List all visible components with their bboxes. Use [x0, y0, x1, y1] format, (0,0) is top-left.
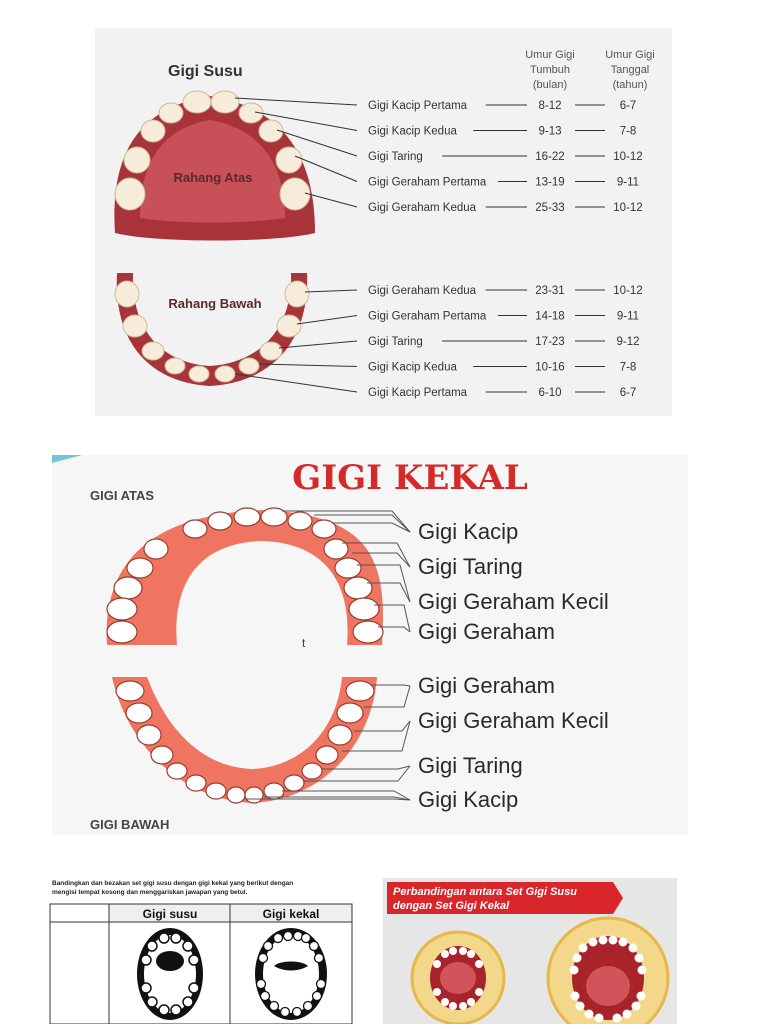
tooth-name: Gigi Geraham Pertama — [368, 176, 487, 189]
age-erupt-value: 17-23 — [535, 336, 565, 348]
tooth-name: Gigi Kacip Pertama — [368, 100, 468, 112]
tooth-row — [279, 336, 640, 348]
worksheet — [48, 876, 358, 1024]
tooth-name: Gigi Taring — [368, 336, 423, 348]
tooth-name: Gigi Kacip Kedua — [368, 361, 457, 374]
svg-text:Umur Gigi: Umur Gigi — [605, 49, 655, 61]
svg-text:Tanggal: Tanggal — [610, 64, 650, 76]
tooth-type-label — [342, 708, 609, 751]
baby-mouth-photo — [412, 932, 504, 1024]
baby-teeth-mouth-drawing — [137, 928, 203, 1020]
svg-text:Tumbuh: Tumbuh — [530, 64, 570, 76]
age-shed-value: 10-12 — [613, 202, 643, 214]
tooth-type-text: Gigi Kacip — [418, 519, 519, 544]
tooth-name: Gigi Kacip Pertama — [368, 387, 468, 399]
age-shed-value: 6-7 — [619, 387, 637, 399]
age-erupt-value: 16-22 — [535, 151, 565, 163]
tooth-row — [277, 130, 643, 163]
tooth-row — [297, 311, 639, 325]
age-erupt-value: 25-33 — [535, 202, 565, 214]
column-header-tanggal — [605, 49, 655, 91]
permanent-teeth-mouth-drawing — [255, 928, 327, 1020]
comparison-panel — [383, 878, 677, 1024]
age-shed-value: 6-7 — [619, 100, 637, 112]
tooth-type-text: Gigi Taring — [418, 753, 523, 778]
age-erupt-value: 10-16 — [535, 361, 565, 374]
worksheet-panel — [48, 876, 358, 1024]
age-shed-value: 10-12 — [613, 285, 643, 297]
lower-teeth-label: GIGI BAWAH — [90, 817, 170, 832]
corner-decoration — [52, 455, 82, 463]
upper-jaw-label: Rahang Atas — [173, 170, 253, 185]
baby-teeth-diagram — [95, 28, 672, 416]
tooth-row — [259, 362, 636, 374]
lower-arch-illustration — [112, 677, 377, 803]
leader-line — [297, 316, 357, 325]
age-erupt-value: 13-19 — [535, 176, 565, 189]
banner-line1: Perbandingan antara Set Gigi Susu — [393, 886, 577, 898]
tooth-type-text: Gigi Geraham — [418, 619, 555, 644]
age-erupt-value: 23-31 — [535, 285, 565, 297]
age-erupt-value: 8-12 — [538, 100, 562, 112]
tooth-name: Gigi Taring — [368, 151, 423, 163]
tooth-name: Gigi Geraham Kedua — [368, 285, 477, 297]
lower-tooth-labels — [246, 673, 609, 812]
baby-teeth-panel — [95, 28, 672, 416]
age-erupt-value: 9-13 — [538, 125, 562, 138]
upper-jaw-illustration — [114, 91, 315, 241]
age-shed-value: 9-11 — [616, 176, 640, 189]
banner-line2: dengan Set Gigi Kekal — [393, 900, 510, 912]
age-shed-value: 9-12 — [616, 336, 640, 348]
permanent-mouth-photo — [548, 918, 668, 1024]
baby-teeth-title: Gigi Susu — [168, 63, 243, 80]
comparison-illustration — [383, 878, 677, 1024]
age-erupt-value: 6-10 — [538, 387, 562, 399]
tooth-type-text: Gigi Taring — [418, 554, 523, 579]
tooth-type-label — [246, 787, 518, 812]
tooth-row — [305, 193, 643, 214]
svg-text:(bulan): (bulan) — [532, 79, 568, 91]
tooth-row — [295, 156, 639, 189]
tooth-name: Gigi Geraham Kedua — [368, 202, 477, 214]
stray-mark: t — [302, 638, 306, 650]
tooth-name: Gigi Kacip Kedua — [368, 125, 457, 138]
age-erupt-value: 14-18 — [535, 310, 565, 323]
tooth-row — [235, 374, 636, 399]
leader-line — [259, 364, 357, 367]
column-gigi-kekal: Gigi kekal — [262, 907, 320, 921]
tooth-name: Gigi Geraham Pertama — [368, 310, 487, 323]
tooth-type-text: Gigi Geraham Kecil — [418, 589, 609, 614]
svg-text:(tahun): (tahun) — [612, 79, 648, 91]
tooth-row — [235, 98, 636, 112]
leader-line — [235, 374, 357, 392]
upper-teeth-label: GIGI ATAS — [90, 488, 155, 503]
tooth-type-text: Gigi Geraham Kecil — [418, 708, 609, 733]
column-gigi-susu: Gigi susu — [142, 907, 198, 921]
lower-jaw-label: Rahang Bawah — [168, 296, 262, 311]
tooth-row — [255, 112, 636, 138]
column-header-tumbuh — [525, 49, 575, 91]
age-shed-value: 10-12 — [613, 151, 643, 163]
lower-jaw-illustration — [115, 273, 309, 386]
age-shed-value: 9-11 — [616, 310, 640, 323]
permanent-teeth-title: GIGI KEKAL — [292, 458, 528, 498]
worksheet-instruction-line2: mengisi tempat kosong dan menggariskan jawapan yang betul. — [52, 889, 248, 896]
tooth-type-text: Gigi Geraham — [418, 673, 555, 698]
worksheet-instruction-line1: Bandingkan dan bezakan set gigi susu dengan gigi kekal yang berikut dengan — [52, 880, 294, 887]
tooth-type-text: Gigi Kacip — [418, 787, 519, 812]
permanent-teeth-panel — [52, 455, 688, 835]
svg-text:Umur Gigi: Umur Gigi — [525, 49, 575, 61]
upper-arch-illustration — [107, 508, 383, 645]
leader-line — [305, 290, 357, 292]
permanent-teeth-diagram — [52, 455, 688, 835]
tooth-type-label — [364, 673, 555, 707]
tooth-row — [305, 285, 643, 297]
age-shed-value: 7-8 — [619, 125, 637, 138]
age-shed-value: 7-8 — [619, 361, 637, 374]
